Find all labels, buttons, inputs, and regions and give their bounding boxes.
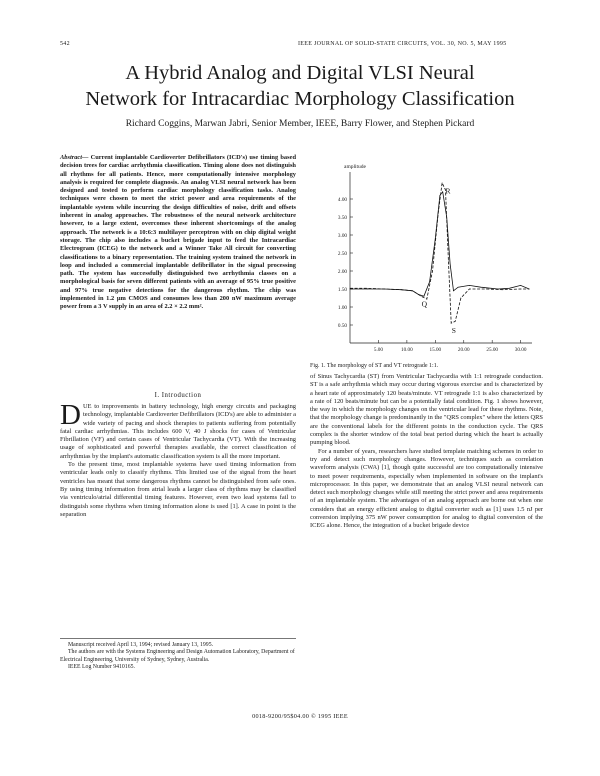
series-0-point-7 xyxy=(429,281,430,282)
authors: Richard Coggins, Marwan Jabri, Senior Member, IEEE, Barry Flower, and Stephen Pickard xyxy=(125,119,475,129)
y-tick-label-6: 3.50 xyxy=(337,215,347,221)
annotation-r: R xyxy=(445,186,451,196)
y-tick-label-2: 1.50 xyxy=(337,287,347,293)
footnote-affiliation: The authors are with the Systems Engineering and Design Automation Laboratory, Department of Electrical Engineering, University of Sydney, Sydney, Australia. xyxy=(60,649,295,663)
x-tick-label-2: 15.00 xyxy=(429,347,442,353)
introduction-column xyxy=(60,399,296,519)
abstract-label: Abstract— xyxy=(60,154,89,161)
y-tick-label-5: 3.00 xyxy=(337,233,347,239)
series-1-point-0 xyxy=(350,288,351,289)
series-0-point-18 xyxy=(509,288,510,289)
x-tick-label-0: 5.00 xyxy=(373,347,383,353)
series-line-st xyxy=(350,192,529,296)
section-heading-introduction: I. Introduction xyxy=(154,392,202,399)
series-1-point-1 xyxy=(367,288,368,289)
series-1-point-13 xyxy=(455,321,456,322)
right-paragraph-2: For a number of years, researchers have studied template matching schemes in order to try and detect such morphology changes. However, techniques such as correlation waveform analysis (CWA) [1], though quite successful are too computationally intensive to meet power requirements, especially when implemented in software on the implant's microprocessor. In this paper, we demonstrate that an analog VLSI neural network can detect such morphology changes while still meeting the strict power and area requirements of an implantable system. The advantages of an analog approach are borne out when one considers that an energy efficient analog to digital converter such as [1] uses 1.5 nJ per conversion implying 375 nW power consumption for analog to digital conversion of the ICEG alone. Hence, the integration of a bucket brigade device xyxy=(310,447,543,530)
paper-title xyxy=(0,60,600,112)
series-0-point-0 xyxy=(350,289,351,290)
dropcap-letter: D xyxy=(60,399,81,431)
figure-1-chart xyxy=(320,158,542,358)
series-1-point-3 xyxy=(401,289,402,290)
annotation-q: Q xyxy=(421,299,428,309)
annotation-s: S xyxy=(451,325,456,335)
series-0-point-1 xyxy=(367,289,368,290)
series-0-point-10 xyxy=(442,191,443,192)
series-1-point-11 xyxy=(448,260,449,261)
title-line-2: Network for Intracardiac Morphology Classification xyxy=(85,88,515,110)
figure-caption: Fig. 1. The morphology of ST and VT retrograde 1:1. xyxy=(310,363,439,369)
series-1-point-17 xyxy=(503,289,504,290)
series-1-point-8 xyxy=(438,213,439,214)
series-0-point-13 xyxy=(453,290,454,291)
chart-svg xyxy=(320,158,542,358)
title-line-1: A Hybrid Analog and Digital VLSI Neural xyxy=(125,62,475,84)
x-tick-label-3: 20.00 xyxy=(457,347,470,353)
y-tick-label-3: 2.00 xyxy=(337,269,347,275)
journal-header: IEEE JOURNAL OF SOLID-STATE CIRCUITS, VOL. 30, NO. 5, MAY 1995 xyxy=(298,41,507,47)
series-0-point-19 xyxy=(520,285,521,286)
abstract xyxy=(60,154,296,312)
series-0-point-14 xyxy=(458,287,459,288)
y-tick-label-4: 2.50 xyxy=(337,251,347,257)
series-0-point-6 xyxy=(424,296,425,297)
y-axis-label: amplitude xyxy=(344,164,366,170)
series-1-point-7 xyxy=(432,271,433,272)
x-tick-label-5: 30.00 xyxy=(514,347,527,353)
x-tick-label-1: 10.00 xyxy=(401,347,413,353)
series-1-point-15 xyxy=(469,289,470,290)
series-line-vt-retrograde-1-1 xyxy=(350,183,529,323)
footnotes xyxy=(60,638,296,671)
footnote-log-number: IEEE Log Number 9410165. xyxy=(68,663,135,670)
y-tick-label-1: 1.00 xyxy=(337,305,347,311)
series-1-point-12 xyxy=(451,323,452,324)
intro-paragraph-1 xyxy=(60,399,296,461)
right-column-text xyxy=(310,373,543,531)
right-paragraph-1: of Sinus Tachycardia (ST) from Ventricular Tachycardia with 1:1 retrograde conduction. ST is a safe arrhythmia which may occur during vigorous exercise and is characterized by a heart rate of approximately 120 beats/minute. VT retrograde 1:1 is also characterized by a rate of 120 beats/minute but can be a potentially fatal condition. Fig. 1 shows however, the way in which the morphology changes on the ventricular lead for these rhythms. Note, that the morphology change is predominantly in the "QRS complex" where the letters QRS are the conventional labels for the different points in the conduction cycle. The QRS complex is the shorter window of the total beat period during which the heart is actually pumping blood. xyxy=(310,373,543,447)
series-1-point-14 xyxy=(461,298,462,299)
series-1-point-4 xyxy=(412,290,413,291)
x-tick-label-4: 25.00 xyxy=(486,347,499,353)
series-0-point-16 xyxy=(480,287,481,288)
series-0-point-15 xyxy=(469,285,470,286)
intro-paragraph-1-text: UE to improvements in battery technology, high energy circuits and packaging technology, implantable Cardioverter Defibrillators (ICD's) are able to administer a wide variety of pacing and shock therapies to patients suffering from potentially fatal cardiac arrhythmias. This includes 600 V, 40 J shocks for cases of Ventricular Fibrillation (VF) and certain cases of Ventricular Tachycardia (VT). With the increasing usage of sophisticated and powerful therapies available, the correct classification of arrhythmias by the implant's automatic classification system is all the more important. xyxy=(60,403,296,460)
y-tick-label-7: 4.00 xyxy=(337,197,347,203)
series-1-point-2 xyxy=(384,289,385,290)
series-0-point-12 xyxy=(450,263,451,264)
series-1-point-18 xyxy=(520,289,521,290)
series-1-point-5 xyxy=(421,296,422,297)
series-1-point-16 xyxy=(486,289,487,290)
footnote-received: Manuscript received April 13, 1994; revised January 13, 1995. xyxy=(68,642,214,648)
series-1-point-9 xyxy=(442,182,443,183)
y-tick-label-0: 0.50 xyxy=(337,323,347,329)
abstract-text: Current implantable Cardioverter Defibrillators (ICD's) use timing based decision trees for cardiac arrhythmia classification. Timing alone does not distinguish all rhythms for all patients. Hence, more computationally intensive morphology analysis is required for complete diagnosis. An analog VLSI neural network has been designed and tested to perform cardiac morphology classification tasks. Analog techniques were chosen to meet the strict power and area requirements of the implantable system while incurring the design difficulties of noise, drift and offsets inherent in analog approaches. The robustness of the neural network architecture however, to a large extent, overcomes these inherent shortcomings of the analog approach. The network is a 10:6:3 multilayer perceptron with on chip digital weight storage. The chip also includes a bucket brigade input to feed the Intracardiac Electrogram (ICEG) to the network and a Winner Take All circuit for converting classifications to a binary representation. The training system trained the network in loop and included a commercial implantable defibrillator in the signal processing path. The system has successfully distinguished two arrhythmia classes on a morphological basis for seven different patients with an average of 95% true positive and 97% true negative detections for the dangerous rhythm. The chip was implemented in 1.2 μm CMOS and consumes less than 200 nW maximum average power from a 3 V supply in an area of 2.2 × 2.2 mm². xyxy=(60,154,296,311)
intro-paragraph-2: To the present time, most implantable systems have used timing information from ventricular leads only to classify rhythms. This limited use of the signal from the heart ventricles has meant that some dangerous rhythms cannot be distinguished from safe ones. By using timing information from atrial leads a larger class of rhythms may be classified via ventriculo/atrial differential timing features. However, even two lead systems fail to distinguish some rhythms when timing information alone is used [1]. A case in point is the separation xyxy=(60,461,296,518)
series-1-point-19 xyxy=(529,289,530,290)
page-number: 542 xyxy=(60,41,70,47)
copyright-footer: 0018-9200/95$04.00 © 1995 IEEE xyxy=(252,713,348,720)
